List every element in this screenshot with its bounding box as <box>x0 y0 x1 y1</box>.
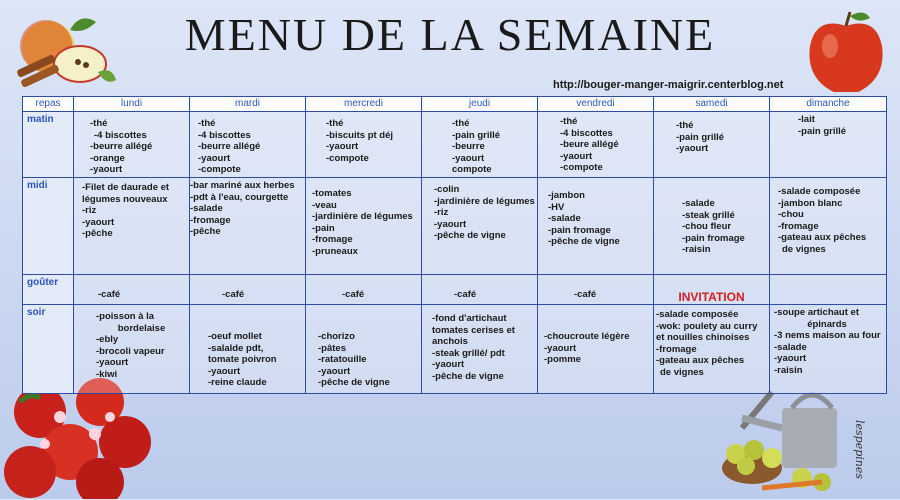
menu-item: -pdt à l'eau, courgette <box>190 191 289 203</box>
menu-item: -pêche de vigne <box>432 370 504 382</box>
menu-item: -yaourt <box>82 216 115 228</box>
menu-cell-content <box>538 275 653 301</box>
menu-item: -pain <box>312 222 335 234</box>
menu-item: -beurre <box>452 141 485 152</box>
menu-item: -soupe artichaut et <box>774 307 859 318</box>
menu-cell-content <box>74 112 189 176</box>
menu-cell-content <box>190 178 305 238</box>
menu-item: -thé <box>560 116 578 127</box>
menu-cell-content <box>654 112 769 155</box>
menu-cell <box>306 112 422 178</box>
menu-item: -riz <box>434 207 449 218</box>
invitation-label: INVITATION <box>678 290 745 304</box>
menu-cell-content <box>306 112 421 164</box>
menu-item: -wok: poulety au curry <box>656 320 758 332</box>
menu-item: -salalde pdt, <box>208 342 264 354</box>
menu-item: -chou <box>778 209 804 220</box>
menu-item: -thé <box>326 118 344 129</box>
row-label: goûter <box>23 275 74 305</box>
menu-item: -pêche <box>190 226 221 237</box>
menu-cell <box>538 275 654 305</box>
header-row <box>23 97 887 112</box>
menu-item: et nouilles chinoises <box>656 332 750 343</box>
menu-item: -jardinière de légumes <box>312 211 413 222</box>
menu-item: -yaourt <box>198 152 231 164</box>
header-day: samedi <box>654 97 770 112</box>
menu-cell-content <box>538 305 653 366</box>
menu-row <box>23 275 887 305</box>
menu-cell <box>538 178 654 275</box>
menu-item: -pâtes <box>318 342 346 354</box>
page-title: MENU DE LA SEMAINE <box>184 9 716 60</box>
menu-item: -chorizo <box>318 331 355 342</box>
menu-item: -jambon blanc <box>778 197 843 209</box>
menu-item: -yaourt <box>96 357 129 368</box>
menu-item: -lait <box>798 114 815 125</box>
menu-item: -fromage <box>312 234 353 245</box>
menu-item: -veau <box>312 199 337 211</box>
menu-cell <box>538 112 654 178</box>
menu-item: -tomates <box>312 188 352 199</box>
menu-item: compote <box>452 164 492 175</box>
menu-cell-content <box>422 305 537 382</box>
menu-item: -raisin <box>774 364 803 376</box>
menu-item: -oeuf mollet <box>208 331 262 342</box>
menu-cell <box>538 305 654 394</box>
row-label: matin <box>23 112 74 178</box>
menu-cell <box>190 178 306 275</box>
menu-cell <box>770 178 887 275</box>
header-day: mardi <box>190 97 306 112</box>
menu-cell <box>654 112 770 178</box>
menu-cell <box>190 305 306 394</box>
menu-item: légumes nouveaux <box>82 193 168 205</box>
menu-item: -pomme <box>544 354 581 365</box>
blog-url[interactable]: http://bouger-manger-maigrir.centerblog.net <box>553 79 784 91</box>
menu-item: de vignes <box>782 243 826 255</box>
menu-item: -colin <box>434 184 460 195</box>
menu-item: -pain grillé <box>452 129 501 141</box>
menu-item: -biscuits pt déj <box>326 129 394 141</box>
menu-item: -fond d'artichaut <box>432 313 507 324</box>
menu-item: tomates cerises et <box>432 324 515 336</box>
menu-cell-content <box>654 305 769 378</box>
menu-item: -jardinière de légumes <box>434 195 535 207</box>
menu-item: -café <box>98 289 121 300</box>
watering-can-icon <box>712 378 862 499</box>
menu-cell <box>654 275 770 305</box>
menu-item: -ebly <box>96 334 119 345</box>
menu-item: de vignes <box>660 366 704 378</box>
menu-item: -yaourt <box>676 143 709 154</box>
menu-cell-content <box>306 305 421 389</box>
header-day: vendredi <box>538 97 654 112</box>
menu-item: -yaourt <box>452 152 485 164</box>
header-day: lundi <box>74 97 190 112</box>
menu-item: -brocoli vapeur <box>96 345 165 357</box>
menu-item: -fromage <box>656 343 697 355</box>
menu-item: -gateau aux pêches <box>778 232 867 243</box>
menu-cell <box>190 112 306 178</box>
menu-item: -gateau aux pêches <box>656 355 745 366</box>
menu-item: -ratatouille <box>318 354 367 365</box>
menu-item: -pêche de vigne <box>434 230 506 241</box>
menu-cell <box>770 275 887 305</box>
menu-cell <box>74 275 190 305</box>
menu-item: -jambon <box>548 190 585 201</box>
menu-cell-content <box>770 112 886 137</box>
apple-slice-icon <box>8 2 118 97</box>
menu-cell <box>422 305 538 394</box>
menu-item: -4 biscottes <box>94 129 147 141</box>
menu-item: -beurre allégé <box>90 141 153 152</box>
menu-cell <box>74 305 190 394</box>
menu-cell-content <box>190 275 305 301</box>
menu-cell <box>74 112 190 178</box>
header-day: mercredi <box>306 97 422 112</box>
menu-item: -pêche <box>82 228 113 239</box>
menu-item: -3 nems maison au four <box>774 330 881 341</box>
menu-item: -4 biscottes <box>560 127 613 139</box>
menu-cell <box>422 112 538 178</box>
menu-row <box>23 178 887 275</box>
menu-cell <box>306 305 422 394</box>
menu-item: -salade <box>682 198 715 209</box>
menu-item: -yaourt <box>774 353 807 364</box>
menu-item: -HV <box>548 201 565 213</box>
menu-item: anchois <box>432 336 468 347</box>
menu-item: -poisson à la <box>96 311 155 322</box>
menu-cell-content <box>74 275 189 301</box>
menu-cell <box>654 178 770 275</box>
menu-cell-content <box>306 275 421 301</box>
menu-item: -raisin <box>682 244 711 255</box>
menu-item: -yaourt <box>326 141 359 152</box>
menu-table <box>22 96 887 394</box>
menu-cell <box>770 305 887 394</box>
menu-cell-content <box>190 112 305 176</box>
menu-item: tomate poivron <box>208 354 277 365</box>
menu-cell <box>654 305 770 394</box>
menu-item: -compote <box>198 164 241 175</box>
menu-item: épinards <box>807 318 847 330</box>
menu-item: -café <box>222 289 245 300</box>
menu-item: -Filet de daurade et <box>82 182 170 193</box>
menu-item: -fromage <box>778 220 819 232</box>
menu-item: -pain fromage <box>682 232 745 244</box>
menu-cell-content <box>74 178 189 240</box>
menu-item: -beure allégé <box>560 139 619 150</box>
menu-item: -bar mariné aux herbes <box>190 180 295 191</box>
menu-item: -pain grillé <box>676 131 725 143</box>
signature: lespepines <box>853 420 866 480</box>
menu-item: -thé <box>90 118 108 129</box>
header-repas: repas <box>23 97 74 112</box>
menu-cell-content <box>74 305 189 380</box>
menu-cell <box>190 275 306 305</box>
menu-item: -yaourt <box>208 365 241 377</box>
menu-cell <box>422 178 538 275</box>
menu-item: -compote <box>560 162 603 173</box>
menu-item: -yaourt <box>560 150 593 162</box>
menu-item: -café <box>342 289 365 300</box>
menu-cell-content <box>538 178 653 248</box>
menu-item: -salade composée <box>656 309 739 320</box>
row-label: soir <box>23 305 74 394</box>
menu-cell <box>306 178 422 275</box>
menu-cell <box>74 178 190 275</box>
menu-item: -steak grillé <box>682 209 735 221</box>
menu-item: -salade <box>190 203 223 214</box>
header-day: jeudi <box>422 97 538 112</box>
menu-item: -pain fromage <box>548 224 611 236</box>
menu-item: -yaourt <box>90 164 123 175</box>
menu-item: -pruneaux <box>312 245 358 257</box>
menu-item: -thé <box>198 118 216 129</box>
menu-item: -chou fleur <box>682 221 732 232</box>
menu-item: -salade <box>774 341 807 353</box>
menu-item: -beurre allégé <box>198 141 261 152</box>
menu-cell-content <box>770 305 886 376</box>
menu-item: -yaourt <box>318 365 351 377</box>
menu-item: -orange <box>90 152 125 164</box>
menu-item: -yaourt <box>544 342 577 354</box>
header-day: dimanche <box>770 97 887 112</box>
menu-item: -salade composée <box>778 186 861 197</box>
menu-item: -pêche de vigne <box>548 236 620 247</box>
menu-cell-content <box>538 112 653 174</box>
apple-icon <box>804 6 890 92</box>
menu-item: -4 biscottes <box>198 129 251 141</box>
menu-item: -café <box>454 289 477 300</box>
menu-cell-content <box>654 178 769 256</box>
menu-item: -kiwi <box>96 368 118 380</box>
menu-item: -café <box>574 289 597 300</box>
menu-item: -thé <box>676 120 694 131</box>
menu-item: -riz <box>82 205 97 216</box>
menu-cell-content <box>306 178 421 257</box>
menu-cell <box>306 275 422 305</box>
menu-cell-content <box>422 275 537 301</box>
menu-item: -fromage <box>190 214 231 226</box>
menu-item: -pêche de vigne <box>318 377 390 388</box>
menu-item: bordelaise <box>117 322 166 334</box>
menu-item: -compote <box>326 152 369 164</box>
menu-item: -yaourt <box>432 359 465 370</box>
menu-cell <box>422 275 538 305</box>
menu-row <box>23 112 887 178</box>
menu-row <box>23 305 887 394</box>
menu-cell-content <box>422 112 537 176</box>
menu-item: -salade <box>548 213 581 224</box>
menu-cell-content <box>190 305 305 389</box>
menu-item: -reine claude <box>208 377 267 388</box>
menu-cell <box>770 112 887 178</box>
menu-item: -yaourt <box>434 218 467 230</box>
menu-item: -steak grillé/ pdt <box>432 347 505 359</box>
menu-cell-content <box>770 178 886 255</box>
row-label: midi <box>23 178 74 275</box>
menu-item: -pain grillé <box>798 125 847 137</box>
menu-cell-content <box>422 178 537 242</box>
menu-item: -choucroute légère <box>544 331 630 342</box>
menu-item: -thé <box>452 118 470 129</box>
